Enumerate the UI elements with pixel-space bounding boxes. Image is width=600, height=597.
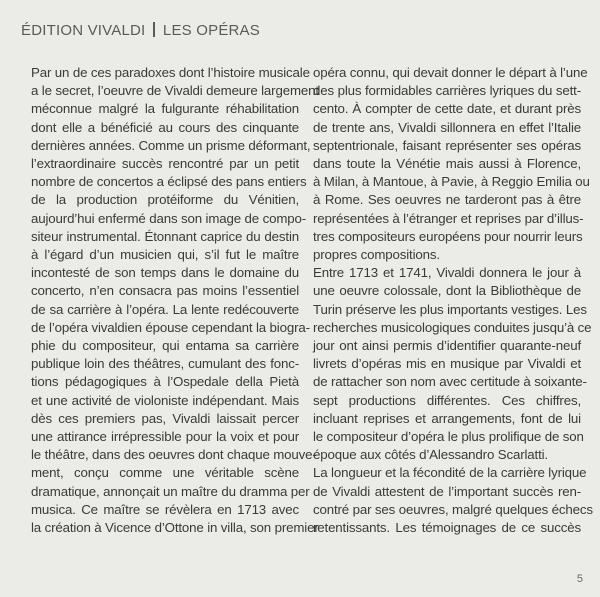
text-line: des plus formidables carrières lyriques du sett- <box>313 83 581 99</box>
text-line: contré par ses oeuvres, malgré quelques échecs <box>313 501 593 517</box>
text-line: publique loin des théâtres, cumulant des fonc- <box>31 356 299 372</box>
text-line: musica. Ce maître se révèlera en 1713 avec <box>31 501 299 517</box>
text-line: de la production protéiforme du Vénitien, <box>31 192 299 208</box>
text-line: de sa carrière à l’opéra. La lente redécouverte <box>31 301 299 317</box>
text-line: nombre de concertos a éclipsé des pans entiers <box>31 174 307 190</box>
text-line: dans toute la Vénétie mais aussi à Florence, <box>313 156 581 172</box>
text-line: et une activité de violoniste indépendant. Mais <box>31 392 299 408</box>
text-line: tres compositeurs européens pour nourrir leurs <box>313 228 583 244</box>
text-line: la création à Vicence d’Ottone in villa, son premier <box>31 520 319 536</box>
text-line: Par un de ces paradoxes dont l’histoire musicale <box>31 65 310 80</box>
text-line: à l’égard d’un musicien qui, s’il fut le maître <box>31 247 299 263</box>
text-line: sept productions différentes. Ces chiffres, <box>313 392 581 408</box>
text-line: aujourd’hui enfermé dans son image de compo- <box>31 210 307 226</box>
text-line: incontesté de son temps dans le domaine du <box>31 265 299 281</box>
text-line: Entre 1713 et 1741, Vivaldi donnera le jour à <box>313 265 581 281</box>
text-line: à Rome. Ses oeuvres ne tarderont pas à être <box>313 192 581 208</box>
text-line: septentrionale, faisant représenter ses opéras <box>313 137 581 153</box>
running-header <box>21 22 260 39</box>
text-line: opéra connu, qui devait donner le départ à l’une <box>313 65 588 80</box>
text-line: l’extraordinaire succès rencontré par un petit <box>31 156 299 172</box>
text-line: ment, conçu comme une véritable scène <box>31 465 299 481</box>
text-line: Turin préserve les plus importants vestiges. Les <box>313 301 587 317</box>
text-line: à Milan, à Mantoue, à Pavie, à Reggio Emilia ou <box>313 174 590 190</box>
text-line: une oeuvre colossale, dont la Bibliothèque de <box>313 283 581 299</box>
text-line: siteur instrumental. Étonnant caprice du destin <box>31 228 299 244</box>
text-line: de rattacher son nom avec certitude à soixante- <box>313 374 587 390</box>
left-text-column <box>31 64 319 537</box>
text-line: dramatique, annonçait un maître du dramma per <box>31 483 310 499</box>
header-series-title: ÉDITION VIVALDI <box>21 22 146 39</box>
text-line: recherches musicologiques conduites jusqu’à ce <box>313 319 592 335</box>
text-line: retentissants. Les témoignages de ce succès <box>313 520 581 536</box>
text-line: jour ont ainsi permis d’identifier quarante-neuf <box>313 338 581 354</box>
text-line: tions pédagogiques à l’Ospedale della Pietà <box>31 374 299 390</box>
text-line: livrets d’opéras mis en musique par Vivaldi et <box>313 356 581 372</box>
text-line: le théâtre, dans des oeuvres dont chaque mouve- <box>31 447 317 463</box>
text-line: phie du compositeur, qui entama sa carrière <box>31 338 299 354</box>
text-line: cento. À compter de cette date, et durant près <box>313 101 581 117</box>
text-line: méconnue malgré la fulgurante réhabilitation <box>31 101 299 117</box>
page-number: 5 <box>576 573 583 585</box>
text-line: La longueur et la fécondité de la carrière lyrique <box>313 465 587 481</box>
text-line: concerto, n’en consacra pas moins l’essentiel <box>31 283 299 299</box>
text-line: de l’opéra vivaldien épouse cependant la biogra- <box>31 319 310 335</box>
text-line: le compositeur d’opéra le plus prolifique de son <box>313 429 584 445</box>
text-line: propres compositions. <box>313 247 440 263</box>
text-line: dernières années. Comme un prisme déformant, <box>31 137 311 153</box>
header-section-title: LES OPÉRAS <box>162 22 260 39</box>
header-divider <box>153 22 155 37</box>
text-line: représentées à l’étranger et reprises par d’illus- <box>313 210 584 226</box>
text-line: a le secret, l’oeuvre de Vivaldi demeure largement <box>31 83 319 99</box>
text-line: époque aux côtés d’Alessandro Scarlatti. <box>313 447 548 463</box>
text-line: dès ces premiers pas, Vivaldi laissait percer <box>31 410 299 426</box>
right-text-column <box>313 64 593 537</box>
text-line: une attirance irrépressible pour la voix et pour <box>31 429 299 445</box>
text-line: de trente ans, Vivaldi sillonnera en effet l’Italie <box>313 119 581 135</box>
text-line: dont elle a bénéficié au cours des cinquante <box>31 119 299 135</box>
text-line: de Vivaldi attestent de l’important succès ren- <box>313 483 581 499</box>
text-line: incluant reprises et arrangements, font de lui <box>313 410 581 426</box>
